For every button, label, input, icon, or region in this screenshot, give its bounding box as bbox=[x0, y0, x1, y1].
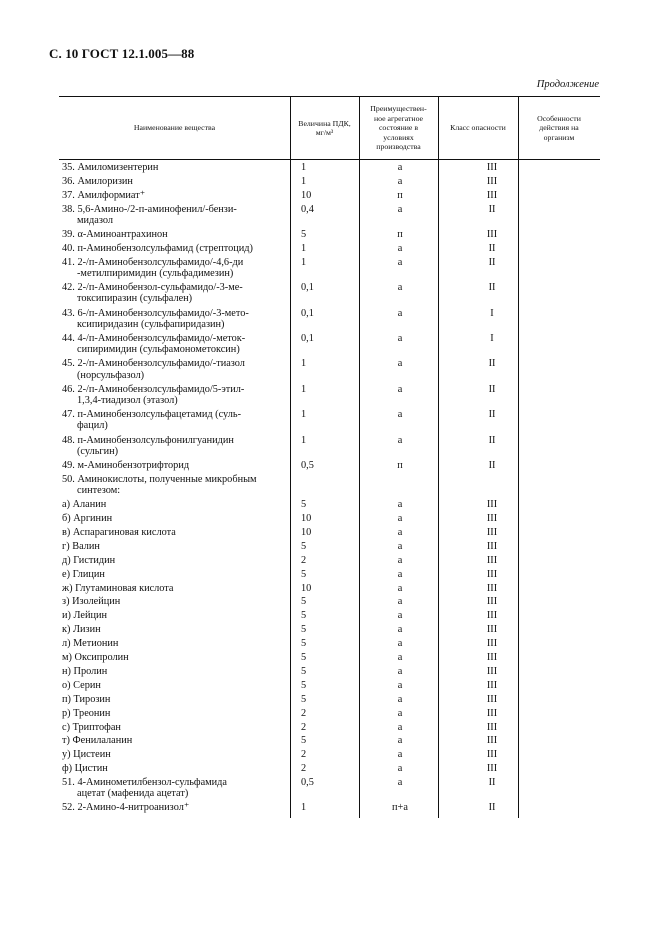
aggregate-state: а bbox=[397, 409, 403, 421]
pdk-value: 10 bbox=[301, 582, 312, 594]
substance-name-line: в) Аспарагиновая кислота bbox=[62, 527, 176, 539]
aggregate-state: а bbox=[397, 777, 403, 789]
aggregate-state: а bbox=[397, 307, 403, 319]
hazard-class: II bbox=[488, 242, 496, 254]
table-row bbox=[59, 513, 600, 527]
pdk-value: 2 bbox=[301, 707, 307, 719]
table-row bbox=[59, 666, 600, 680]
substance-name-line: 36. Амилоризин bbox=[62, 175, 133, 187]
substance-name-line: 35. Амиломизентерин bbox=[62, 162, 159, 173]
table-row bbox=[59, 652, 600, 666]
substance-name-line: к) Лизин bbox=[62, 624, 101, 636]
hazard-class: III bbox=[486, 638, 498, 650]
substance-name bbox=[62, 229, 284, 240]
substance-name-line: г) Валин bbox=[62, 540, 100, 552]
table-row bbox=[59, 229, 600, 243]
table-row bbox=[59, 176, 600, 190]
aggregate-state: а bbox=[397, 383, 403, 395]
substance-name bbox=[62, 541, 284, 552]
table-row bbox=[59, 204, 600, 229]
substance-name-line: ксипиридазин (сульфапиридазин) bbox=[77, 318, 225, 330]
pdk-value: 0,5 bbox=[301, 777, 314, 789]
hazard-class: III bbox=[486, 527, 498, 539]
hazard-class: III bbox=[486, 189, 498, 201]
aggregate-state: а bbox=[397, 568, 403, 580]
hazard-class: II bbox=[488, 358, 496, 370]
substance-name-line: б) Аргинин bbox=[62, 513, 113, 525]
aggregate-state: п bbox=[397, 459, 403, 471]
substance-name-line: л) Метионин bbox=[62, 638, 119, 650]
aggregate-state: п+а bbox=[392, 802, 408, 814]
table-row bbox=[59, 680, 600, 694]
aggregate-state: п bbox=[397, 229, 403, 241]
table-row bbox=[59, 162, 600, 176]
hazard-class: III bbox=[486, 652, 498, 664]
pdk-value: 5 bbox=[301, 610, 307, 622]
header-state: Преимуществен- ное агрегатное состояние в условиях производства bbox=[370, 104, 427, 152]
table-row bbox=[59, 555, 600, 569]
pdk-value: 2 bbox=[301, 721, 307, 733]
aggregate-state: а bbox=[397, 763, 403, 775]
aggregate-state: а bbox=[397, 358, 403, 370]
hazard-class: III bbox=[486, 693, 498, 705]
pdk-value: 5 bbox=[301, 540, 307, 552]
aggregate-state: а bbox=[397, 175, 403, 187]
table-body bbox=[59, 162, 600, 816]
substance-name-line: фацил) bbox=[77, 420, 108, 432]
hazard-class: II bbox=[488, 434, 496, 446]
pdk-value: 1 bbox=[301, 175, 307, 187]
substance-name-line: п) Тирозин bbox=[62, 693, 111, 705]
hazard-class: III bbox=[486, 162, 498, 173]
substance-name bbox=[62, 190, 284, 201]
substance-name bbox=[62, 638, 284, 649]
pdk-value: 1 bbox=[301, 358, 307, 370]
substance-name bbox=[62, 749, 284, 760]
aggregate-state: а bbox=[397, 256, 403, 268]
aggregate-state: а bbox=[397, 707, 403, 719]
substance-name-line: у) Цистеин bbox=[62, 749, 111, 761]
header-name: Наименование вещества bbox=[133, 123, 216, 133]
aggregate-state: а bbox=[397, 203, 403, 215]
substance-name-line: 49. м-Аминобензотрифторид bbox=[62, 459, 190, 471]
aggregate-state: п bbox=[397, 189, 403, 201]
hazard-class: III bbox=[486, 665, 498, 677]
pdk-value: 2 bbox=[301, 763, 307, 775]
aggregate-state: а bbox=[397, 540, 403, 552]
table-row bbox=[59, 722, 600, 736]
pdk-value: 5 bbox=[301, 693, 307, 705]
hazard-class: III bbox=[486, 568, 498, 580]
substance-name bbox=[62, 652, 284, 663]
aggregate-state: а bbox=[397, 282, 403, 294]
aggregate-state: а bbox=[397, 499, 403, 511]
substance-name bbox=[62, 596, 284, 607]
hazard-class: III bbox=[486, 679, 498, 691]
substance-name-line: ацетат (мафенида ацетат) bbox=[77, 788, 189, 800]
table-row bbox=[59, 282, 600, 307]
substance-name-line: и) Лейцин bbox=[62, 610, 108, 622]
pdk-value: 5 bbox=[301, 229, 307, 241]
substance-name-line: 47. п-Аминобензолсульфацетамид (суль- bbox=[62, 409, 241, 421]
hazard-class: III bbox=[486, 610, 498, 622]
pdk-value: 1 bbox=[301, 383, 307, 395]
table-row bbox=[59, 638, 600, 652]
table-row bbox=[59, 624, 600, 638]
table-row bbox=[59, 358, 600, 383]
aggregate-state: а bbox=[397, 333, 403, 345]
table-row bbox=[59, 763, 600, 777]
substance-name bbox=[62, 176, 284, 187]
substance-name-line: (сульгин) bbox=[77, 445, 119, 457]
substance-name bbox=[62, 435, 284, 457]
table-row bbox=[59, 333, 600, 358]
substance-name-line: 44. 4-/п-Аминобензолсульфамидо/-меток- bbox=[62, 333, 246, 345]
pdk-value: 10 bbox=[301, 513, 312, 525]
table-row bbox=[59, 610, 600, 624]
pdk-value: 0,1 bbox=[301, 333, 314, 345]
substance-name-line: 41. 2-/п-Аминобензолсульфамидо/-4,6-ди bbox=[62, 256, 244, 268]
table-row bbox=[59, 802, 600, 816]
substance-name bbox=[62, 722, 284, 733]
aggregate-state: а bbox=[397, 527, 403, 539]
substance-name bbox=[62, 735, 284, 746]
hazard-class: III bbox=[486, 582, 498, 594]
table-row bbox=[59, 190, 600, 204]
aggregate-state: а bbox=[397, 679, 403, 691]
substance-name-line: -метилпиримидин (сульфадимезин) bbox=[77, 268, 234, 280]
pdk-value: 0,4 bbox=[301, 203, 314, 215]
table-row bbox=[59, 308, 600, 333]
substance-name-line: 45. 2-/п-Аминобензолсульфамидо/-тиазол bbox=[62, 358, 245, 370]
substance-name-line: о) Серин bbox=[62, 679, 101, 691]
hazard-class: III bbox=[486, 721, 498, 733]
substance-name bbox=[62, 358, 284, 380]
aggregate-state: а bbox=[397, 624, 403, 636]
substance-name-line: 37. Амилформиат⁺ bbox=[62, 189, 146, 201]
substance-name-line: а) Аланин bbox=[62, 499, 107, 511]
substance-name bbox=[62, 694, 284, 705]
substance-name-line: ж) Глутаминовая кислота bbox=[62, 582, 174, 594]
aggregate-state: а bbox=[397, 638, 403, 650]
aggregate-state: а bbox=[397, 582, 403, 594]
pdk-value: 5 bbox=[301, 679, 307, 691]
substance-name-line: т) Фенилаланин bbox=[62, 735, 133, 747]
hazard-class: II bbox=[488, 777, 496, 789]
substance-name-line: н) Пролин bbox=[62, 665, 108, 677]
substance-name bbox=[62, 460, 284, 471]
table-row bbox=[59, 583, 600, 597]
aggregate-state: а bbox=[397, 162, 403, 173]
substance-name bbox=[62, 624, 284, 635]
substance-name bbox=[62, 409, 284, 431]
table-row bbox=[59, 596, 600, 610]
substance-name bbox=[62, 680, 284, 691]
hazard-class: II bbox=[488, 282, 496, 294]
table-row bbox=[59, 749, 600, 763]
hazard-class: II bbox=[488, 383, 496, 395]
hazard-class: III bbox=[486, 554, 498, 566]
pdk-value: 0,1 bbox=[301, 282, 314, 294]
substance-name bbox=[62, 569, 284, 580]
substance-name-line: з) Изолейцин bbox=[62, 596, 121, 608]
hazard-class: I bbox=[490, 307, 494, 319]
hazard-class: I bbox=[490, 333, 494, 345]
substance-name-line: 48. п-Аминобензолсульфонилгуанидин bbox=[62, 434, 234, 446]
substance-name bbox=[62, 610, 284, 621]
substance-name-line: 38. 5,6-Амино-/2-п-аминофенил/-бензи- bbox=[62, 203, 237, 215]
pdk-value: 1 bbox=[301, 162, 307, 173]
table-row bbox=[59, 777, 600, 802]
table-row bbox=[59, 569, 600, 583]
table-row bbox=[59, 243, 600, 257]
table-row bbox=[59, 460, 600, 474]
substance-name bbox=[62, 708, 284, 719]
hazard-class: II bbox=[488, 409, 496, 421]
aggregate-state: а bbox=[397, 242, 403, 254]
pdk-value: 10 bbox=[301, 527, 312, 539]
aggregate-state: а bbox=[397, 735, 403, 747]
aggregate-state: а bbox=[397, 749, 403, 761]
hazard-class: III bbox=[486, 175, 498, 187]
aggregate-state: а bbox=[397, 693, 403, 705]
pdk-value: 5 bbox=[301, 624, 307, 636]
substance-name bbox=[62, 513, 284, 524]
pdk-value: 0,5 bbox=[301, 459, 314, 471]
pdk-value: 2 bbox=[301, 749, 307, 761]
substance-name bbox=[62, 384, 284, 406]
substance-name-line: 43. 6-/п-Аминобензолсульфамидо/-3-мето- bbox=[62, 307, 249, 319]
substance-name bbox=[62, 499, 284, 510]
continuation-label: Продолжение bbox=[536, 79, 599, 90]
hazard-class: III bbox=[486, 499, 498, 511]
pdk-value: 5 bbox=[301, 665, 307, 677]
pdk-value: 1 bbox=[301, 434, 307, 446]
substance-name bbox=[62, 802, 284, 813]
substance-name-line: 39. α-Аминоантрахинон bbox=[62, 229, 168, 241]
table-row bbox=[59, 474, 600, 499]
substance-name-line: д) Гистидин bbox=[62, 554, 116, 566]
substance-name-line: сипиримидин (сульфамонометоксин) bbox=[77, 344, 240, 356]
substance-name-line: с) Триптофан bbox=[62, 721, 121, 733]
table-row bbox=[59, 409, 600, 434]
pdk-value: 5 bbox=[301, 638, 307, 650]
hazard-class: III bbox=[486, 540, 498, 552]
pdk-value: 1 bbox=[301, 802, 307, 814]
pdk-value: 5 bbox=[301, 652, 307, 664]
hazard-class: III bbox=[486, 763, 498, 775]
substance-name-line: 51. 4-Аминометилбензол-сульфамида bbox=[62, 777, 227, 789]
table-row bbox=[59, 435, 600, 460]
page-header: С. 10 ГОСТ 12.1.005—88 bbox=[49, 46, 195, 61]
substance-name-line: ф) Цистин bbox=[62, 763, 108, 775]
header-features: Особенности действия на организм bbox=[537, 113, 581, 142]
substance-name bbox=[62, 474, 284, 496]
substance-name-line: р) Треонин bbox=[62, 707, 111, 719]
aggregate-state: а bbox=[397, 513, 403, 525]
aggregate-state: а bbox=[397, 596, 403, 608]
substance-name bbox=[62, 204, 284, 226]
pdk-value: 10 bbox=[301, 189, 312, 201]
substance-name bbox=[62, 308, 284, 330]
substance-name bbox=[62, 666, 284, 677]
pdk-value: 1 bbox=[301, 409, 307, 421]
table-row bbox=[59, 257, 600, 282]
pdk-value: 5 bbox=[301, 499, 307, 511]
substance-name bbox=[62, 243, 284, 254]
substance-name-line: токсипиразин (сульфален) bbox=[77, 293, 193, 305]
hazard-class: III bbox=[486, 749, 498, 761]
table-row bbox=[59, 708, 600, 722]
hazard-class: III bbox=[486, 624, 498, 636]
substance-name bbox=[62, 777, 284, 799]
hazard-class: II bbox=[488, 459, 496, 471]
substance-name-line: 1,3,4-тиадизол (этазол) bbox=[77, 395, 178, 406]
substance-name bbox=[62, 162, 284, 173]
hazard-class: II bbox=[488, 203, 496, 215]
substance-name-line: 52. 2-Амино-4-нитроанизол⁺ bbox=[62, 802, 190, 814]
substance-name bbox=[62, 763, 284, 774]
substance-name-line: е) Глицин bbox=[62, 568, 105, 580]
hazard-class: III bbox=[486, 229, 498, 241]
hazard-class: III bbox=[486, 513, 498, 525]
hazard-class: II bbox=[488, 256, 496, 268]
hazard-class: III bbox=[486, 735, 498, 747]
pdk-value: 2 bbox=[301, 554, 307, 566]
aggregate-state: а bbox=[397, 610, 403, 622]
header-class: Класс опасности bbox=[450, 123, 506, 133]
substance-name-line: м) Оксипролин bbox=[62, 652, 129, 664]
aggregate-state: а bbox=[397, 434, 403, 446]
header-pdk: Величина ПДК, мг/м³ bbox=[298, 118, 351, 137]
substance-name bbox=[62, 257, 284, 279]
substance-name-line: мидазол bbox=[77, 214, 113, 226]
aggregate-state: а bbox=[397, 554, 403, 566]
aggregate-state: а bbox=[397, 721, 403, 733]
table-row bbox=[59, 499, 600, 513]
pdk-value: 1 bbox=[301, 242, 307, 254]
substance-name-line: 40. п-Аминобензолсульфамид (стрептоцид) bbox=[62, 242, 253, 254]
hazard-class: II bbox=[488, 802, 496, 814]
table-row bbox=[59, 384, 600, 409]
pdk-value: 5 bbox=[301, 568, 307, 580]
substance-name-line: 42. 2-/п-Аминобензол-сульфамидо/-3-ме- bbox=[62, 282, 243, 294]
pdk-value: 5 bbox=[301, 735, 307, 747]
substance-name bbox=[62, 583, 284, 594]
aggregate-state: а bbox=[397, 652, 403, 664]
hazard-class: III bbox=[486, 596, 498, 608]
substance-name bbox=[62, 333, 284, 355]
table-row bbox=[59, 735, 600, 749]
substance-name bbox=[62, 527, 284, 538]
pdk-value: 1 bbox=[301, 256, 307, 268]
pdk-value: 0,1 bbox=[301, 307, 314, 319]
table-row bbox=[59, 694, 600, 708]
aggregate-state: а bbox=[397, 665, 403, 677]
substance-name bbox=[62, 282, 284, 304]
substance-name-line: (норсульфазол) bbox=[77, 369, 145, 381]
table-row bbox=[59, 541, 600, 555]
substance-name-line: синтезом: bbox=[77, 485, 121, 497]
hazard-class: III bbox=[486, 707, 498, 719]
pdk-value: 5 bbox=[301, 596, 307, 608]
substance-name-line: 46. 2-/п-Аминобензолсульфамидо/5-этил- bbox=[62, 383, 245, 395]
table-row bbox=[59, 527, 600, 541]
substance-name bbox=[62, 555, 284, 566]
substance-name-line: 50. Аминокислоты, полученные микробным bbox=[62, 473, 257, 485]
